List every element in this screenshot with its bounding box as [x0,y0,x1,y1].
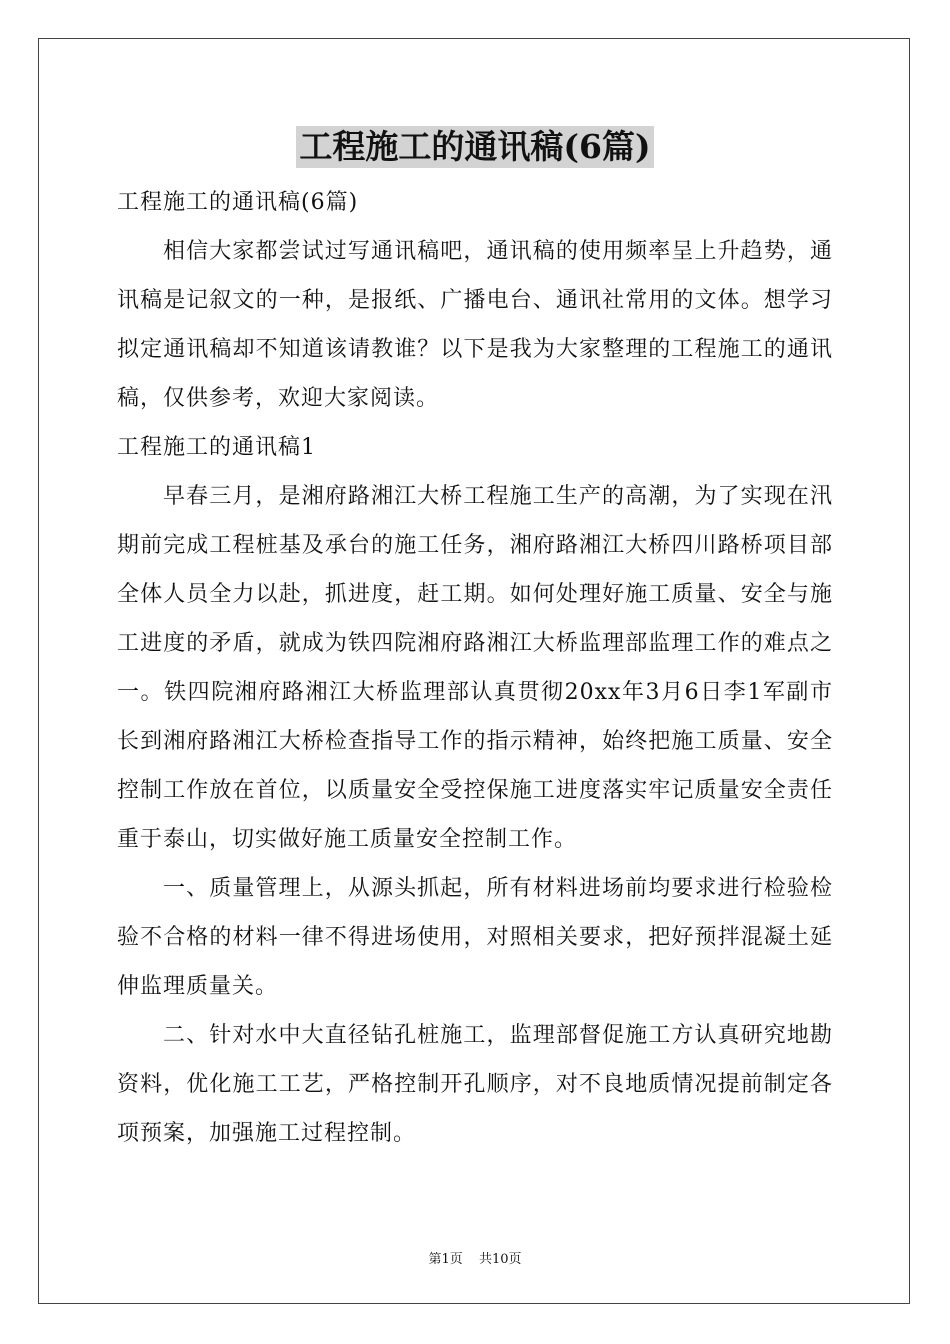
document-title: 工程施工的通讯稿(6篇) [296,126,653,168]
section-paragraph-2: 一、质量管理上，从源头抓起，所有材料进场前均要求进行检验检验不合格的材料一律不得进场使用，对照相关要求，把好预拌混凝土延伸监理质量关。 [117,876,833,999]
intro-paragraph: 相信大家都尝试过写通讯稿吧，通讯稿的使用频率呈上升趋势，通讯稿是记叙文的一种，是报纸、广播电台、通讯社常用的文体。想学习拟定通讯稿却不知道该请教谁？以下是我为大家整理的工程施工的通讯稿，仅供参考，欢迎大家阅读。 [117,239,833,411]
title-container [0,126,950,168]
document-body [117,178,833,1158]
total-pages: 共10页 [478,1252,522,1267]
document-subtitle: 工程施工的通讯稿(6篇) [117,190,359,215]
section-heading: 工程施工的通讯稿1 [117,435,316,460]
section-paragraph-3: 二、针对水中大直径钻孔桩施工，监理部督促施工方认真研究地勘资料，优化施工工艺，严格控制开孔顺序，对不良地质情况提前制定各项预案，加强施工过程控制。 [117,1023,833,1146]
page-footer [0,1248,950,1267]
page-number: 第1页 [428,1252,463,1267]
section-paragraph-1: 早春三月，是湘府路湘江大桥工程施工生产的高潮，为了实现在汛期前完成工程桩基及承台的施工任务，湘府路湘江大桥四川路桥项目部全体人员全力以赴，抓进度，赶工期。如何处理好施工质量、安全与施工进度的矛盾，就成为铁四院湘府路湘江大桥监理部监理工作的难点之一。铁四院湘府路湘江大桥监理部认真贯彻20xx年3月6日李1军副市长到湘府路湘江大桥检查指导工作的指示精神，始终把施工质量、安全控制工作放在首位，以质量安全受控保施工进度落实牢记质量安全责任重于泰山，切实做好施工质量安全控制工作。 [117,484,833,852]
